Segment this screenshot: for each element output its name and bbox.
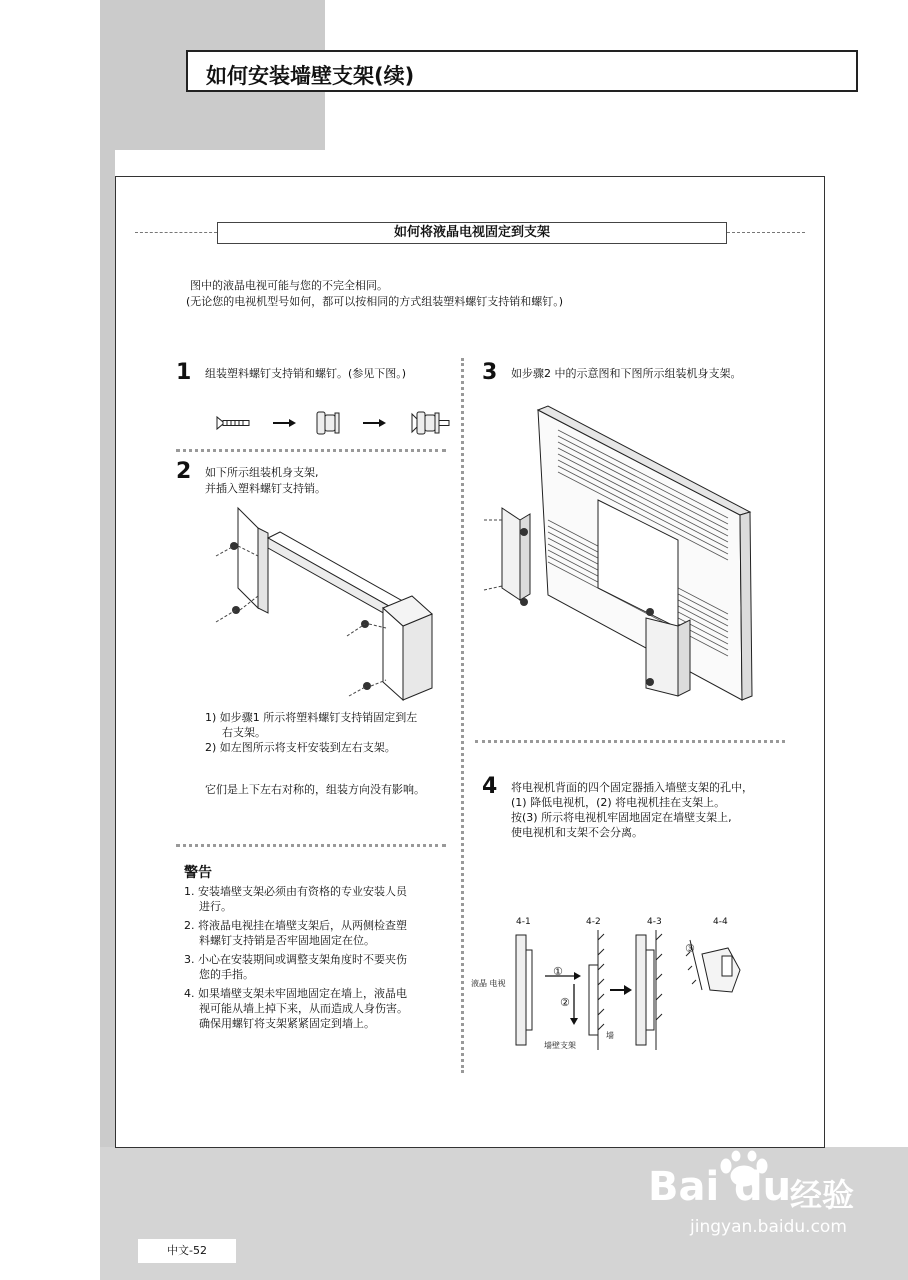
column-divider xyxy=(461,358,464,1073)
section-title: 如何将液晶电视固定到支架 xyxy=(217,222,727,244)
divider-step2-warning xyxy=(176,844,446,847)
warning-title: 警告 xyxy=(184,865,212,881)
step-1-number: 1 xyxy=(176,360,192,385)
diagram-label-4-3: 4-3 xyxy=(647,917,662,927)
step-4-line-4: 使电视机和支架不会分离。 xyxy=(511,826,643,839)
step-3-text: 如步骤2 中的示意图和下图所示组装机身支架。 xyxy=(511,367,742,380)
warning-item-2a: 2. 将液晶电视挂在墙壁支架后，从两侧检查塑 xyxy=(184,919,407,932)
watermark-du: du xyxy=(734,1164,792,1210)
divider-step1-step2 xyxy=(176,449,446,452)
section-dash-left xyxy=(135,232,217,233)
step-2-note-3: 它们是上下左右对称的，组装方向没有影响。 xyxy=(205,783,425,796)
step-1-text: 组装塑料螺钉支持销和螺钉。(参见下图。) xyxy=(205,367,407,380)
page-title: 如何安装墙壁支架(续) xyxy=(206,64,415,88)
step-2-note-1b: 右支架。 xyxy=(222,726,266,739)
step-1-screw-diagram xyxy=(205,405,455,441)
warning-item-2b: 料螺钉支持销是否牢固地固定在位。 xyxy=(199,934,375,947)
warning-item-3b: 您的手指。 xyxy=(199,968,254,981)
page-number: 中文-52 xyxy=(138,1239,236,1263)
warning-item-1b: 进行。 xyxy=(199,900,232,913)
step-3-tv-diagram xyxy=(478,400,768,710)
step-4-line-1: 将电视机背面的四个固定器插入墙壁支架的孔中， xyxy=(511,781,753,794)
watermark-jingyan: 经验 xyxy=(790,1176,855,1214)
section-dash-right xyxy=(727,232,805,233)
step-2-number: 2 xyxy=(176,459,192,484)
intro-line-1: 图中的液晶电视可能与您的不完全相同。 xyxy=(190,279,388,292)
intro-line-2: (无论您的电视机型号如何，都可以按相同的方式组装塑料螺钉支持销和螺钉。) xyxy=(186,295,564,308)
step-4-line-2: (1) 降低电视机，(2) 将电视机挂在支架上。 xyxy=(511,796,726,809)
step-4-line-3: 按(3) 所示将电视机牢固地固定在墙壁支架上, xyxy=(511,811,732,824)
watermark-url: jingyan.baidu.com xyxy=(690,1217,847,1237)
divider-step3-step4 xyxy=(475,740,785,743)
diagram-bracket-label: 墙壁支架 xyxy=(544,1041,576,1050)
step-4-hanging-diagram xyxy=(470,930,770,1050)
warning-item-1a: 1. 安装墙壁支架必须由有资格的专业安装人员 xyxy=(184,885,407,898)
diagram-label-4-4: 4-4 xyxy=(713,917,728,927)
left-gray-margin xyxy=(100,150,115,1280)
diagram-label-4-2: 4-2 xyxy=(586,917,601,927)
diagram-circle-2: ② xyxy=(560,996,570,1009)
diagram-wall-label: 墙 xyxy=(606,1031,614,1040)
step-4-number: 4 xyxy=(482,774,498,799)
warning-item-4c: 确保用螺钉将支架紧紧固定到墙上。 xyxy=(199,1017,375,1030)
step-2-line-1: 如下所示组装机身支架, xyxy=(205,466,319,479)
watermark-bai: Bai xyxy=(648,1164,720,1210)
warning-item-4b: 视可能从墙上掉下来，从而造成人身伤害。 xyxy=(199,1002,408,1015)
diagram-circle-1: ① xyxy=(553,965,563,978)
step-2-note-1a: 1) 如步骤1 所示将塑料螺钉支持销固定到左 xyxy=(205,711,418,724)
step-2-line-2: 并插入塑料螺钉支持销。 xyxy=(205,482,326,495)
diagram-label-4-1: 4-1 xyxy=(516,917,531,927)
warning-item-4a: 4. 如果墙壁支架未牢固地固定在墙上，液晶电 xyxy=(184,987,407,1000)
diagram-tv-label: 液晶 电视 xyxy=(471,979,506,988)
warning-item-3a: 3. 小心在安装期间或调整支架角度时不要夹伤 xyxy=(184,953,407,966)
step-3-number: 3 xyxy=(482,360,498,385)
page-title-box xyxy=(186,50,858,92)
step-2-note-2: 2) 如左图所示将支杆安装到左右支架。 xyxy=(205,741,396,754)
diagram-circle-3: ③ xyxy=(685,942,695,955)
step-2-bracket-diagram xyxy=(210,500,450,710)
